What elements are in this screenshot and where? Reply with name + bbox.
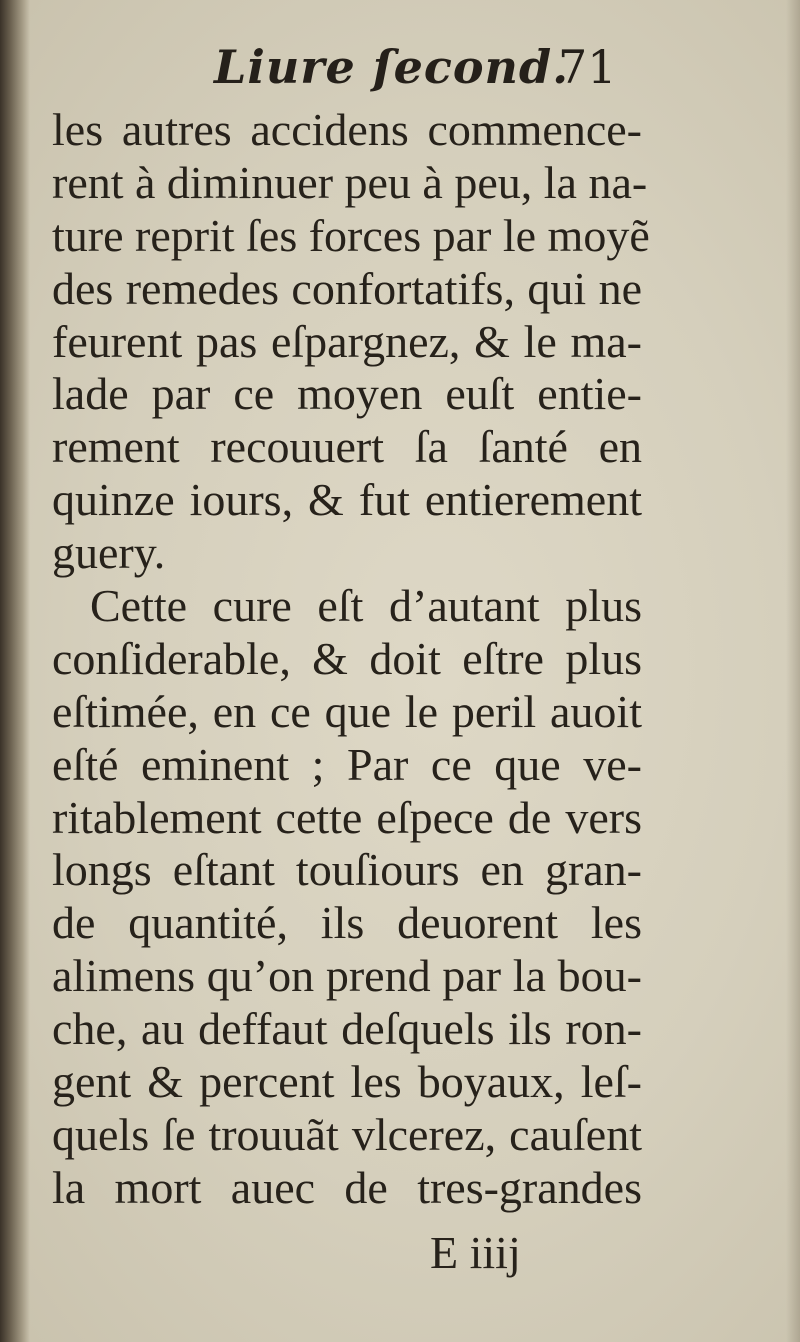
text-line: che, au deffaut deſquels ils ron- xyxy=(52,1003,642,1055)
text-line: eſtimée, en ce que le peril auoit xyxy=(52,685,642,737)
text-line: rent à diminuer peu à peu, la na- xyxy=(52,156,648,208)
text-line: conſiderable, & doit eſtre plus xyxy=(52,632,642,684)
text-line: lade par ce moyen euſt entie- xyxy=(52,368,642,420)
running-title: Liure ſecond. xyxy=(214,40,570,94)
text-line: alimens qu’on prend par la bou- xyxy=(52,950,642,1002)
body-text xyxy=(52,104,650,1215)
page-edge-shadow xyxy=(786,0,800,1342)
page-header xyxy=(0,40,800,110)
text-line: feurent pas eſpargnez, & le ma- xyxy=(52,315,642,367)
text-line: longs eſtant touſiours en gran- xyxy=(52,844,642,896)
text-line: gent & percent les boyaux, leſ- xyxy=(52,1056,642,1108)
text-line: des remedes confortatifs, qui ne xyxy=(52,262,642,314)
text-line: guery. xyxy=(52,527,166,579)
text-line: les autres accidens commence- xyxy=(52,104,642,155)
text-line: la mort auec de tres-grandes xyxy=(52,1161,642,1213)
text-line: quels ſe trouuãt vlcerez, cauſent xyxy=(52,1108,642,1160)
text-line: eſté eminent ; Par ce que ve- xyxy=(52,738,642,790)
text-line: ritablement cette eſpece de vers xyxy=(52,791,642,843)
text-line: de quantité, ils deuorent les xyxy=(52,897,642,949)
text-line: rement recouuert ſa ſanté en xyxy=(52,421,642,473)
page-number: 71 xyxy=(558,40,617,94)
text-line: ture reprit ſes forces par le moyẽ xyxy=(52,209,650,261)
binding-gutter xyxy=(0,0,30,1342)
text-line: quinze iours, & fut entierement xyxy=(52,474,642,526)
paragraph-start-line: Cette cure eſt d’autant plus xyxy=(90,580,642,632)
signature-mark: E iiij xyxy=(430,1227,521,1278)
